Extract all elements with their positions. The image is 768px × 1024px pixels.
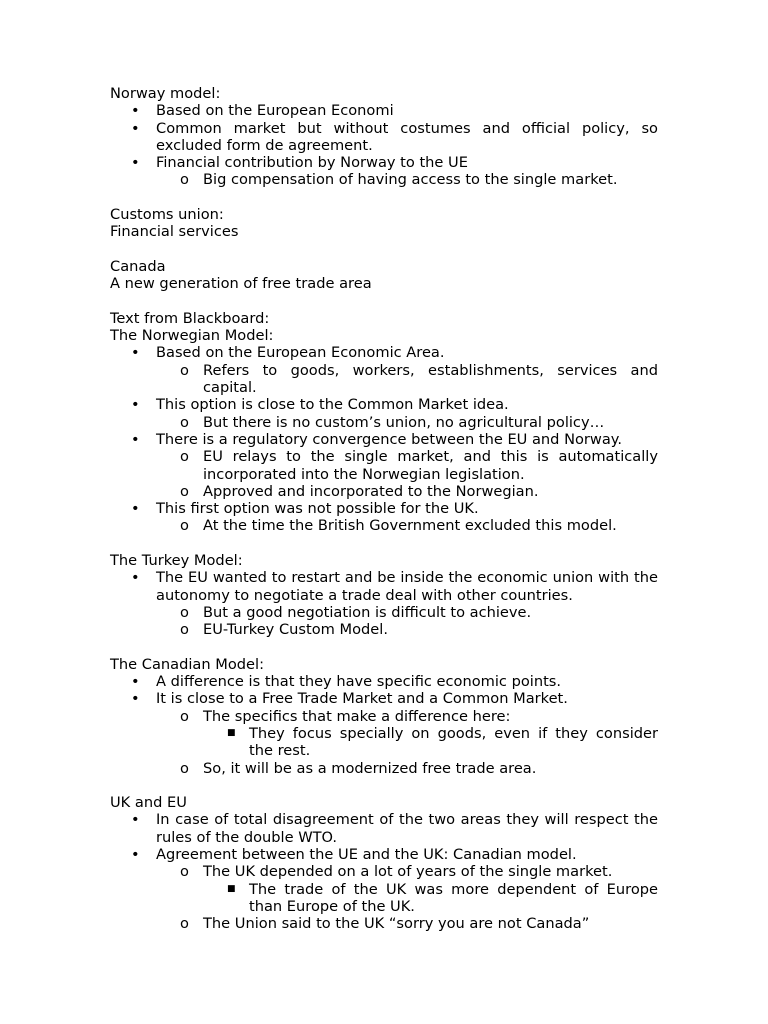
blank-line <box>110 639 658 656</box>
list-item-level-3 <box>227 724 658 760</box>
list-item-text: The UK depended on a lot of years of the single market. <box>203 863 613 881</box>
bullet-marker: • <box>131 500 140 518</box>
list-item-level-1 <box>131 811 658 846</box>
text-line: The Norwegian Model: <box>110 327 274 345</box>
blank-line <box>110 293 658 310</box>
list-item-text: The specifics that make a difference here: <box>203 707 511 725</box>
circle-marker: o <box>180 171 189 189</box>
list-item-text: Big compensation of having access to the single market. <box>203 171 618 189</box>
list-item-text: Common market but without costumes and official policy, so excluded form de agreement. <box>156 119 658 154</box>
circle-marker: o <box>180 413 189 431</box>
text-line: A new generation of free trade area <box>110 275 372 293</box>
list-item-text: The Union said to the UK “sorry you are not Canada” <box>203 915 590 933</box>
list-item-level-3 <box>227 880 658 916</box>
bullet-marker: • <box>131 811 140 829</box>
list-item-text: It is close to a Free Trade Market and a Common Market. <box>156 690 568 708</box>
bullet-marker: • <box>131 154 140 172</box>
bullet-marker: • <box>131 430 140 448</box>
circle-marker: o <box>180 621 189 639</box>
text-line: Norway model: <box>110 85 221 102</box>
list-item-level-2 <box>180 413 658 431</box>
list-item-text: So, it will be as a modernized free trade area. <box>203 759 537 777</box>
list-item-text: This first option was not possible for the UK. <box>156 500 479 518</box>
circle-marker: o <box>180 448 189 466</box>
circle-marker: o <box>180 915 189 933</box>
list-item-level-1 <box>131 102 658 120</box>
list-item-level-1 <box>131 430 658 448</box>
blank-line <box>110 241 658 258</box>
circle-marker: o <box>180 517 189 535</box>
bullet-marker: • <box>131 344 140 362</box>
list-item-level-2 <box>180 759 658 777</box>
list-item-text: Approved and incorporated to the Norwegian. <box>203 482 539 500</box>
list-item-text: EU relays to the single market, and this is automatically incorporated into the Norwegian legislation. <box>203 448 658 483</box>
blank-line <box>110 777 658 794</box>
list-item-text: But there is no custom’s union, no agricultural policy… <box>203 413 605 431</box>
list-item-level-1 <box>131 500 658 518</box>
list-item-level-2 <box>180 171 658 189</box>
list-item-level-1 <box>131 154 658 172</box>
list-item-text: EU-Turkey Custom Model. <box>203 621 388 639</box>
text-line: Text from Blackboard: <box>110 309 270 327</box>
list-item-level-2 <box>180 707 658 725</box>
bullet-marker: • <box>131 396 140 414</box>
list-item-text: This option is close to the Common Market idea. <box>156 396 509 414</box>
list-item-text: The EU wanted to restart and be inside the economic union with the autonomy to negotiate a trade deal with other countries. <box>156 569 658 604</box>
bullet-marker: • <box>131 102 140 120</box>
text-line: UK and EU <box>110 794 187 812</box>
blank-line <box>110 535 658 552</box>
list-item-level-2 <box>180 448 658 483</box>
text-line: The Canadian Model: <box>110 655 264 673</box>
circle-marker: o <box>180 603 189 621</box>
list-item-level-1 <box>131 690 658 708</box>
list-item-text: Agreement between the UE and the UK: Canadian model. <box>156 846 577 864</box>
circle-marker: o <box>180 361 189 379</box>
list-item-text: There is a regulatory convergence between the EU and Norway. <box>156 430 622 448</box>
list-item-level-2 <box>180 517 658 535</box>
list-item-level-2 <box>180 361 658 397</box>
bullet-marker: • <box>131 690 140 708</box>
list-item-level-1 <box>131 119 658 155</box>
text-line: Financial services <box>110 223 239 241</box>
list-item-level-1 <box>131 569 658 604</box>
list-item-level-2 <box>180 603 658 621</box>
bullet-marker: • <box>131 673 140 691</box>
circle-marker: o <box>180 863 189 881</box>
list-item-level-2 <box>180 915 658 933</box>
list-item-text: Based on the European Economi <box>156 102 394 120</box>
text-line: Customs union: <box>110 206 224 224</box>
list-item-text: A difference is that they have specific economic points. <box>156 673 562 691</box>
list-item-text: But a good negotiation is difficult to achieve. <box>203 603 532 621</box>
blank-line <box>110 189 658 206</box>
circle-marker: o <box>180 707 189 725</box>
list-item-level-2 <box>180 621 658 639</box>
bullet-marker: • <box>131 569 140 587</box>
square-marker: ■ <box>227 883 236 894</box>
list-item-text: At the time the British Government excluded this model. <box>203 517 617 535</box>
list-item-level-1 <box>131 673 658 691</box>
list-item-text: Based on the European Economic Area. <box>156 344 445 362</box>
list-item-level-1 <box>131 396 658 414</box>
list-item-text: Financial contribution by Norway to the UE <box>156 154 468 172</box>
list-item-level-2 <box>180 482 658 500</box>
circle-marker: o <box>180 482 189 500</box>
list-item-level-2 <box>180 863 658 881</box>
list-item-level-1 <box>131 846 658 864</box>
document-body <box>110 85 658 933</box>
list-item-text: In case of total disagreement of the two areas they will respect the rules of the double WTO. <box>156 811 658 846</box>
text-line: The Turkey Model: <box>110 552 243 570</box>
bullet-marker: • <box>131 119 140 137</box>
text-line: Canada <box>110 257 166 275</box>
bullet-marker: • <box>131 846 140 864</box>
circle-marker: o <box>180 759 189 777</box>
square-marker: ■ <box>227 727 236 738</box>
list-item-level-1 <box>131 344 658 362</box>
list-item-text: Refers to goods, workers, establishments, services and capital. <box>203 361 658 397</box>
list-item-text: They focus specially on goods, even if they consider the rest. <box>249 724 658 760</box>
list-item-text: The trade of the UK was more dependent of Europe than Europe of the UK. <box>249 880 658 915</box>
